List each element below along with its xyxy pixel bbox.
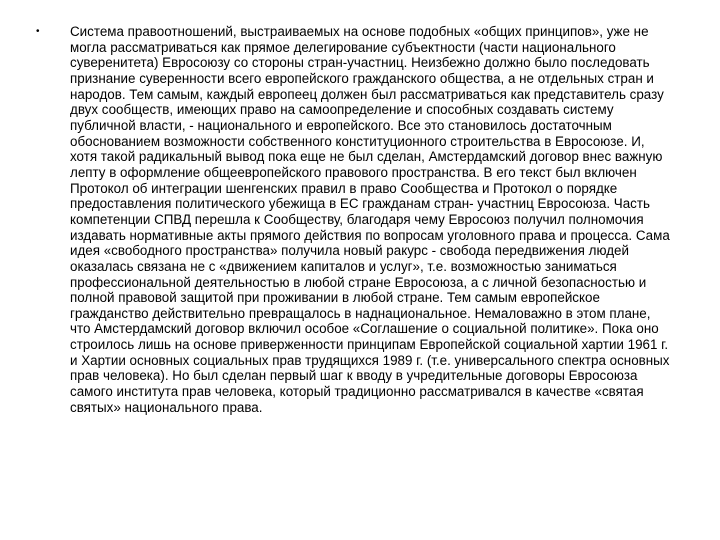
bullet-marker: • xyxy=(36,26,40,37)
body-paragraph: Система правоотношений, выстраиваемых на основе подобных «общих принципов», уже не могла рассматриваться как прямое делегирование субъектности (части национального суверенитета) Евросоюзу со стороны стран-участниц. Неизбежно должно было последовать признание суверенности всего европейского гражданского общества, а не отдельных стран и народов. Тем самым, каждый европеец должен был рассматриваться как представитель сразу двух сообществ, имеющих право на самоопределение и способных создавать систему публичной власти, - национального и европейского. Все это становилось достаточным обоснованием возможности собственного конституционного строительства в Евросоюзе. И, хотя такой радикальный вывод пока еще не был сделан, Амстердамский договор внес важную лепту в оформление общеевропейского правового пространства. В его текст был включен Протокол об интеграции шенгенских правил в право Сообщества и Протокол о порядке предоставления политического убежища в ЕС гражданам стран- участниц Евросоюза. Часть компетенции СПВД перешла к Сообществу, благодаря чему Евросоюз получил полномочия издавать нормативные акты прямого действия по вопросам уголовного права и процесса. Сама идея «свободного пространства» получила новый ракурс - свобода передвижения людей оказалась связана не с «движением капиталов и услуг», т.е. возможностью заниматься профессиональной деятельностью в любой стране Евросоюза, а с личной безопасностью и полной правовой защитой при проживании в любой стране. Тем самым европейское гражданство действительно превращалось в наднациональное. Немаловажно в этом плане, что Амстердамский договор включил особое «Соглашение о социальной политике». Пока оно строилось лишь на основе приверженности принципам Европейской социальной хартии 1961 г. и Хартии основных социальных прав трудящихся 1989 г. (т.е. универсального спектра основных прав человека). Но был сделан первый шаг к вводу в учредительные договоры Евросоюза самого института прав человека, который традиционно рассматривался в качестве «святая святых» национального права. xyxy=(70,24,670,415)
